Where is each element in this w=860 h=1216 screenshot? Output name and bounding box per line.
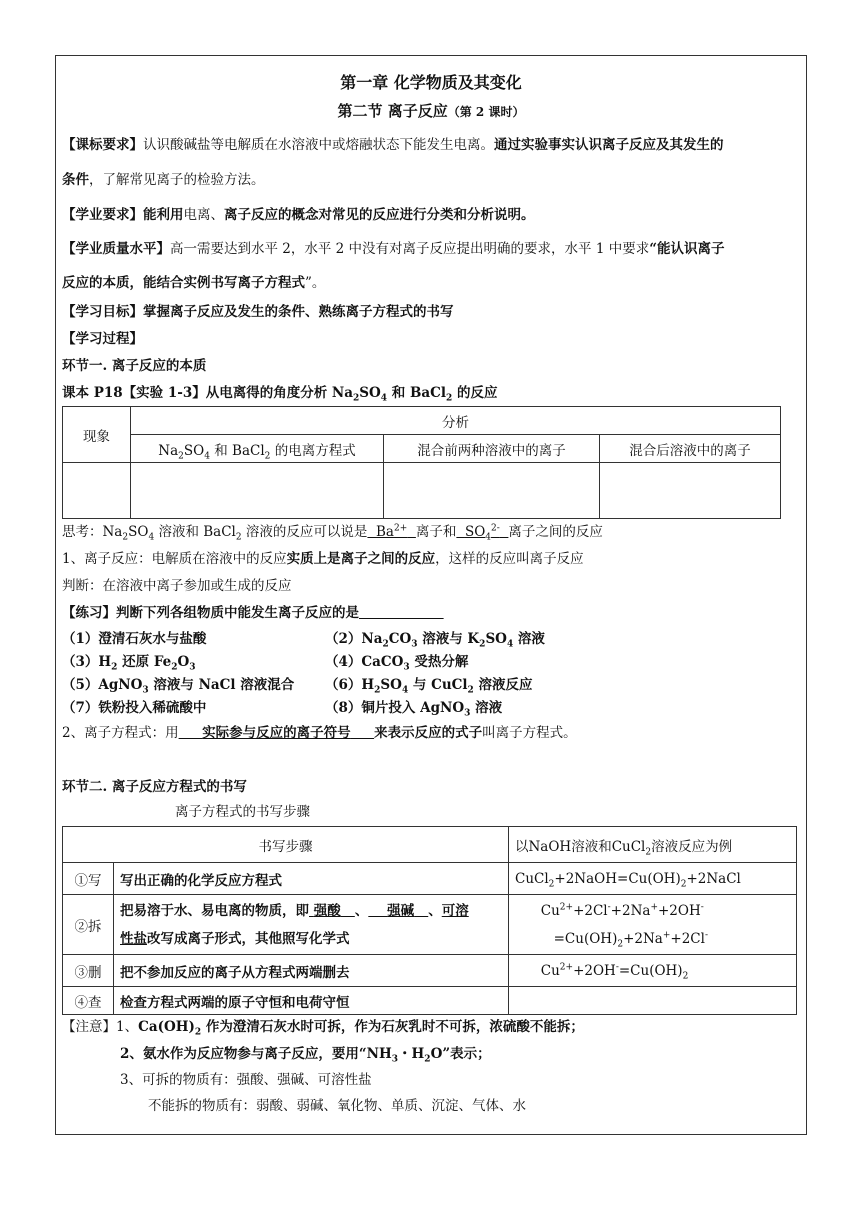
practice-item-6: $(6)H_2SO_4$ 与 CuCl$_2$ 溶液反应 [325, 677, 533, 696]
cell-blank[interactable] [131, 463, 384, 519]
step-check-desc: 检查方程式两端的原子守恒和电荷守恒 [114, 987, 509, 1015]
step-check: ④查 [63, 987, 114, 1015]
step-delete: ③删 [63, 955, 114, 987]
step-write-example: $CuCl_2+2NaOH=Cu(OH)_2+2NaCl$ [509, 863, 797, 895]
note-line2: 2、氨水作为反应物参与离子反应，要用“$NH_3$・$H_2O$”表示； [120, 1046, 491, 1065]
judge-line: 判断：在溶液中离子参加或生成的反应 [62, 578, 292, 594]
step-check-example[interactable] [509, 987, 797, 1015]
def1-line: 1、离子反应：电解质在溶液中的反应实质上是离子之间的反应，这样的反应叫离子反应 [62, 551, 584, 567]
practice-item-8: （8）铜片投入 AgNO$_3$ 溶液 [325, 700, 503, 719]
part1-title: 环节一. 离子反应的本质 [62, 358, 207, 374]
analysis-table [62, 406, 781, 519]
zl-line1: 【学业质量水平】高一需要达到水平 2，水平 2 中没有对离子反应提出明确的要求，水平 1 中要求“能认识离子 [62, 241, 725, 257]
cell-blank[interactable] [384, 463, 600, 519]
col-analysis: 分析 [131, 407, 781, 435]
practice-item-2: $(2)Na_2CO_3$ 溶液与 $K_2SO_4$ 溶液 [325, 631, 545, 650]
step-delete-desc: 把不参加反应的离子从方程式两端删去 [114, 955, 509, 987]
xy-line: 【学业要求】能利用电离、离子反应的概念对常见的反应进行分类和分析说明。 [62, 207, 535, 223]
think-line: 思考：$Na_2SO_4$ 溶液和 BaCl$_2$ 溶液的反应可以说是 $Ba^{2+}$ 离子和 $SO_4^{2-}$ 离子之间的反应 [62, 523, 603, 543]
practice-item-4: （4）CaCO$_3$ 受热分解 [325, 654, 469, 673]
step-split-desc: 把易溶于水、易电离的物质，即 强酸 、 强碱 、可溶 性盐改写成离子形式，其他照写化学式 [114, 895, 509, 955]
def2-line: 2、离子方程式：用 实际参与反应的离子符号 来表示反应的式子叫离子方程式。 [62, 725, 577, 741]
zl-line2: 反应的本质，能结合实例书写离子方程式”。 [62, 275, 326, 291]
note-line4: 不能拆的物质有：弱酸、弱碱、氧化物、单质、沉淀、气体、水 [148, 1098, 526, 1114]
col-ionization: $Na_2SO_4$ 和 BaCl$_2$ 的电离方程式 [131, 435, 384, 463]
head-example: 以NaOH溶液和CuCl$_2$溶液反应为例 [509, 827, 797, 863]
part2-title: 环节二. 离子反应方程式的书写 [62, 779, 247, 795]
step-write: ①写 [63, 863, 114, 895]
cell-blank[interactable] [600, 463, 781, 519]
step-split: ②拆 [63, 895, 114, 955]
step-write-desc: 写出正确的化学反应方程式 [114, 863, 509, 895]
step-split-example: $Cu^{2+}+2Cl^-+2Na^++2OH^-$ $=Cu(OH)_2+2Na^++2Cl^-$ [509, 895, 797, 955]
kb-line2: 条件，了解常见离子的检验方法。 [62, 172, 265, 188]
chapter-title: 第一章 化学物质及其变化 [340, 73, 522, 92]
step-delete-example: $Cu^{2+}+2OH^-=Cu(OH)_2$ [509, 955, 797, 987]
note-line1: 【注意】1、$Ca(OH)_2$ 作为澄清石灰水时可拆，作为石灰乳时不可拆，浓硫酸不能拆； [62, 1019, 584, 1038]
practice-item-7: （7）铁粉投入稀硫酸中 [62, 700, 207, 716]
cell-blank[interactable] [63, 463, 131, 519]
practice-title: 【练习】判断下列各组物质中能发生离子反应的是 [62, 605, 359, 621]
section-title: 第二节 离子反应（第 2 课时） [337, 102, 525, 120]
process-line: 【学习过程】 [62, 331, 143, 347]
col-phenomenon: 现象 [63, 407, 131, 463]
kb-line1: 【课标要求】认识酸碱盐等电解质在水溶液中或熔融状态下能发生电离。通过实验事实认识离子反应及其发生的 [62, 137, 724, 153]
steps-table [62, 826, 797, 1015]
practice-item-1: （1）澄清石灰水与盐酸 [62, 631, 207, 647]
experiment-line: 课本 P18【实验 1-3】从电离得的角度分析 $Na_2SO_4$ 和 BaCl$_2$ 的反应 [62, 385, 498, 404]
col-ions-after: 混合后溶液中的离子 [600, 435, 781, 463]
goal-line: 【学习目标】掌握离子反应及发生的条件、熟练离子方程式的书写 [62, 304, 454, 320]
head-steps: 书写步骤 [63, 827, 509, 863]
practice-item-3: $(3)H_2$ 还原 $Fe_2O_3$ [62, 654, 196, 673]
col-ions-before: 混合前两种溶液中的离子 [384, 435, 600, 463]
note-line3: 3、可拆的物质有：强酸、强碱、可溶性盐 [120, 1072, 372, 1088]
practice-item-5: （5）AgNO$_3$ 溶液与 NaCl 溶液混合 [62, 677, 295, 696]
part2-subtitle: 离子方程式的书写步骤 [175, 804, 310, 820]
